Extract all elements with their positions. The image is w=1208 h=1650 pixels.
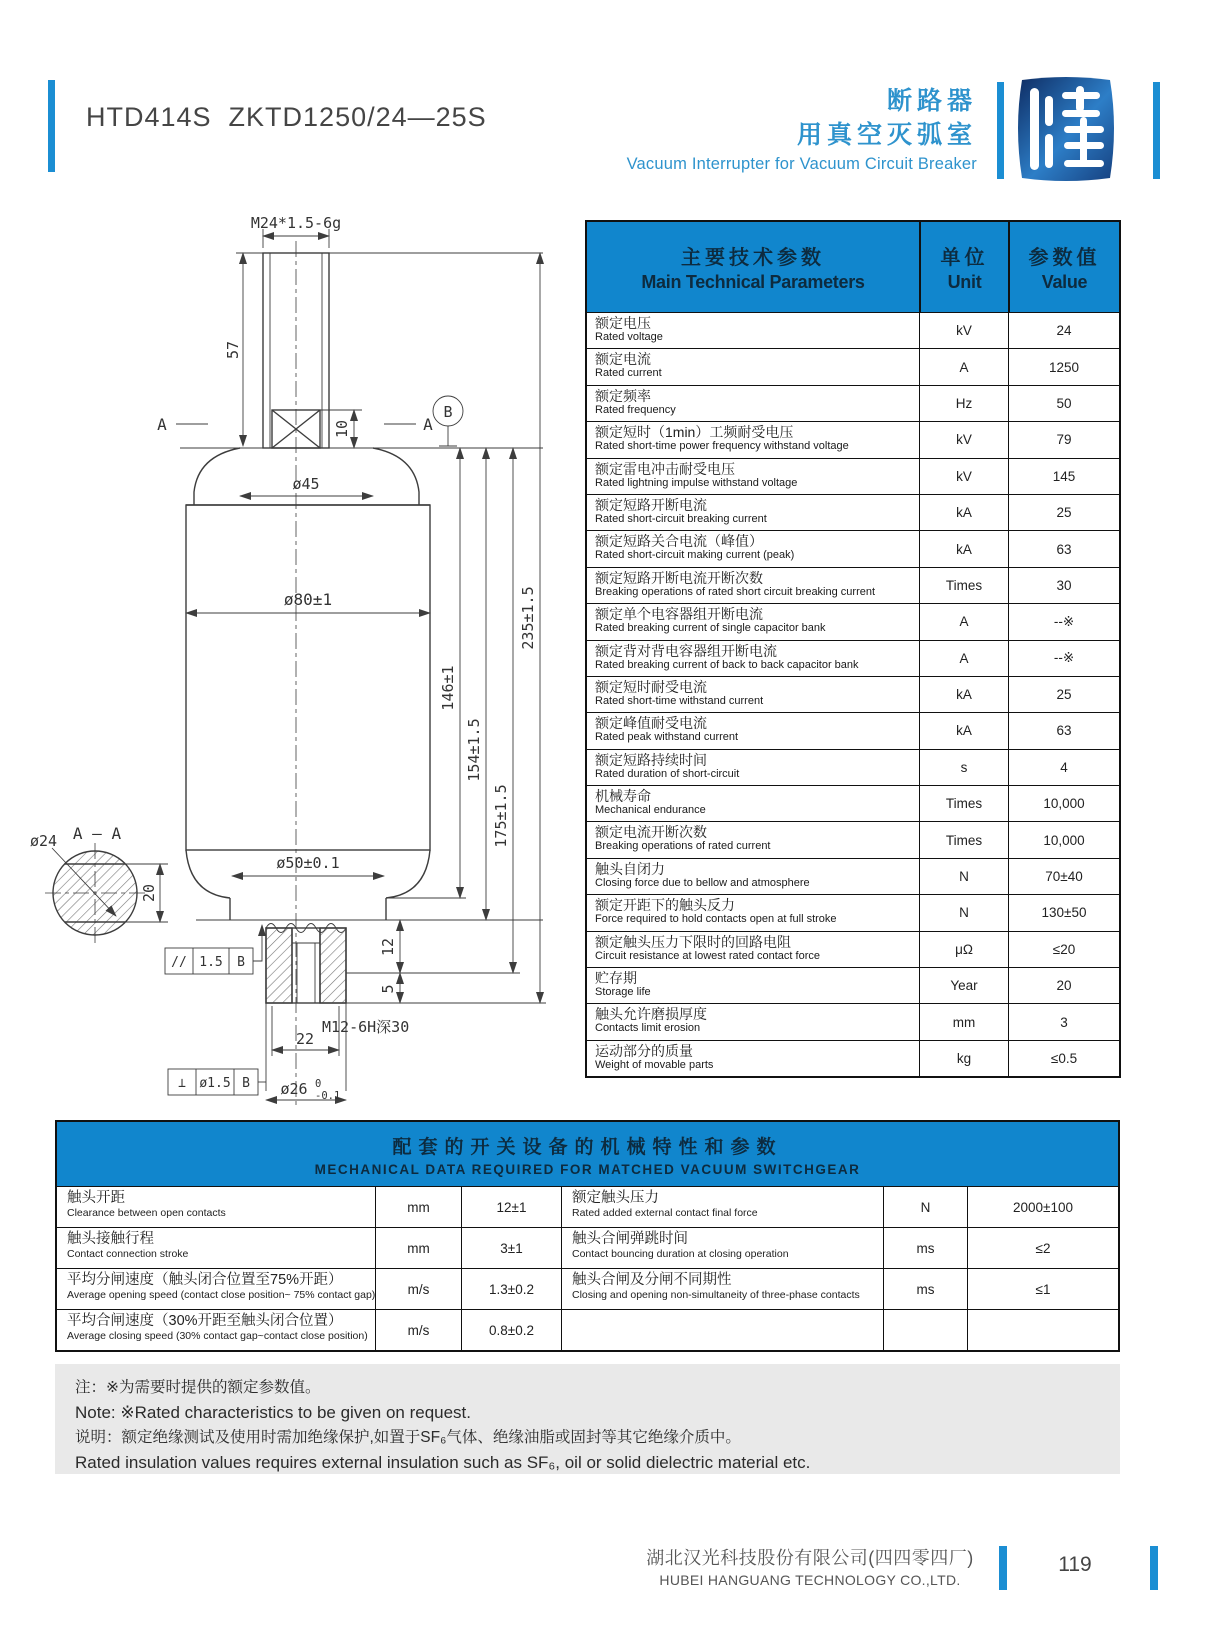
dim-label-thread-bottom: M12-6H深30 [322, 1018, 410, 1036]
unit-cell: A [919, 641, 1008, 676]
company-name-zh: 湖北汉光科技股份有限公司(四四零四厂) [646, 1548, 974, 1568]
param-label-en: Rated frequency [595, 403, 676, 416]
unit-cell: kA [919, 677, 1008, 712]
param-cell [587, 859, 919, 894]
param-label-zh: 机械寿命 [595, 788, 651, 805]
param-label-en: Contact bouncing duration at closing operation [572, 1248, 789, 1260]
param-label-en: Contacts limit erosion [595, 1022, 701, 1035]
value-cell: ≤1 [967, 1269, 1118, 1309]
param-label-zh: 贮存期 [595, 970, 637, 987]
value-cell: 63 [1008, 713, 1119, 748]
value-cell: ≤20 [1008, 932, 1119, 967]
param-label-en: Rated duration of short-circuit [595, 767, 740, 780]
param-label-en: Closing force due to bellow and atmosphere [595, 876, 810, 889]
unit-cell: kA [919, 531, 1008, 566]
value-cell: 30 [1008, 568, 1119, 603]
dim-label-dia26-tol-upper: 0 [315, 1078, 322, 1090]
param-label-zh: 触头允许磨损厚度 [595, 1006, 707, 1023]
main-table-header [587, 222, 1119, 312]
header-value-en: Value [1041, 272, 1088, 292]
param-cell [587, 531, 919, 566]
note-zh: 注：※为需要时提供的额定参数值。 [75, 1379, 321, 1396]
param-label-zh: 额定短路关合电流（峰值） [595, 533, 763, 550]
unit-cell: kV [919, 313, 1008, 348]
value-cell: --※ [1008, 641, 1119, 676]
param-cell [587, 822, 919, 857]
param-cell [587, 459, 919, 494]
value-cell: 25 [1008, 677, 1119, 712]
value-cell [967, 1310, 1118, 1350]
dim-label-12: 12 [379, 937, 397, 957]
table-row [587, 530, 1119, 566]
unit-cell: mm [375, 1187, 461, 1227]
dim-label-22: 22 [295, 1030, 315, 1048]
param-label-en: Mechanical endurance [595, 804, 706, 817]
header-param-en: Main Technical Parameters [641, 272, 865, 292]
header-right-accent-bar [1153, 82, 1160, 179]
unit-cell: kg [919, 1041, 1008, 1076]
main-parameters-table [585, 220, 1121, 1078]
mech-table-body [57, 1186, 1118, 1350]
company-name-en: HUBEI HANGUANG TECHNOLOGY CO.,LTD. [659, 1572, 961, 1588]
param-cell [587, 386, 919, 421]
table-row [587, 458, 1119, 494]
header-cell-parameters [587, 222, 919, 312]
header-cell-unit [919, 222, 1008, 312]
table-row [587, 385, 1119, 421]
param-label-zh: 平均分闸速度（触头闭合位置至75%开距） [67, 1272, 343, 1288]
param-cell [587, 750, 919, 785]
table-row [57, 1227, 1118, 1268]
value-cell: 3 [1008, 1004, 1119, 1039]
dim-label-20: 20 [140, 883, 158, 903]
unit-cell: m/s [375, 1269, 461, 1309]
unit-cell: ms [883, 1269, 967, 1309]
value-cell: --※ [1008, 604, 1119, 639]
dim-label-dia26-tol-lower: -0.1 [315, 1090, 341, 1102]
param-label-en: Rated added external contact final force [572, 1207, 758, 1219]
param-cell [587, 1041, 919, 1076]
param-cell [587, 968, 919, 1003]
param-label-zh: 额定频率 [595, 387, 651, 404]
datum-b-label: B [443, 403, 453, 421]
param-label-zh: 额定单个电容器组开断电流 [595, 606, 763, 623]
unit-cell: Times [919, 822, 1008, 857]
param-cell [587, 1004, 919, 1039]
section-marker-a-left: A [157, 415, 167, 434]
table-row [587, 712, 1119, 748]
description-en: Rated insulation values requires external insulation such as SF₆, oil or solid dielectric material etc. [75, 1453, 811, 1472]
unit-cell: N [919, 859, 1008, 894]
section-marker-a-right: A [423, 415, 433, 434]
value-cell: 10,000 [1008, 822, 1119, 857]
param-label-en: Rated voltage [595, 331, 663, 343]
param-label-en: Rated breaking current of single capacitor bank [595, 622, 826, 635]
table-row [587, 749, 1119, 785]
unit-cell: A [919, 349, 1008, 384]
value-cell: 1.3±0.2 [461, 1269, 561, 1309]
brand-line2: 用真空灭弧室 [796, 121, 977, 149]
param-label-en: Rated lightning impulse withstand voltage [595, 476, 798, 489]
unit-cell: Times [919, 786, 1008, 821]
table-row [587, 1003, 1119, 1039]
perpendicularity-symbol: ⊥ [178, 1076, 186, 1091]
unit-cell: A [919, 604, 1008, 639]
table-row [57, 1309, 1118, 1350]
param-cell [587, 568, 919, 603]
param-label-zh: 触头合闸弹跳时间 [572, 1231, 688, 1247]
param-cell [57, 1228, 375, 1268]
parallelism-symbol: // [171, 955, 187, 970]
unit-cell: Times [919, 568, 1008, 603]
page-title: HTD414S ZKTD1250/24—25S [86, 102, 487, 132]
mech-table-header [57, 1122, 1118, 1186]
param-label-zh: 额定电流开断次数 [595, 824, 707, 841]
param-label-en: Rated short-time power frequency withstand voltage [595, 440, 849, 453]
param-label-zh: 触头合闸及分闸不同期性 [572, 1272, 732, 1288]
param-label-zh: 额定雷电冲击耐受电压 [595, 460, 735, 477]
param-label-zh: 额定触头压力下限时的回路电阻 [595, 933, 791, 950]
unit-cell: Year [919, 968, 1008, 1003]
param-cell [57, 1187, 375, 1227]
param-cell [587, 713, 919, 748]
value-cell: 10,000 [1008, 786, 1119, 821]
param-label-en: Rated short-circuit making current (peak) [595, 549, 795, 562]
table-row [587, 858, 1119, 894]
param-label-en: Rated short-circuit breaking current [595, 512, 767, 525]
dim-label-10: 10 [333, 419, 351, 439]
param-label-en: Contact connection stroke [67, 1248, 189, 1260]
mech-title-zh: 配套的开关设备的机械特性和参数 [392, 1136, 783, 1158]
unit-cell: s [919, 750, 1008, 785]
param-cell [561, 1310, 883, 1350]
header-unit-zh: 单位 [940, 247, 989, 269]
description-zh: 说明：额定绝缘测试及使用时需加绝缘保护,如置于SF₆气体、绝缘油脂或固封等其它绝缘介质中。 [75, 1429, 741, 1446]
parallelism-datum: B [237, 955, 245, 970]
param-cell [587, 641, 919, 676]
param-label-en: Circuit resistance at lowest rated contact force [595, 949, 820, 962]
param-label-en: Average opening speed (contact close position~ 75% contact gap) [67, 1289, 375, 1301]
header-value-zh: 参数值 [1028, 247, 1101, 269]
value-cell: 2000±100 [967, 1187, 1118, 1227]
value-cell: ≤0.5 [1008, 1041, 1119, 1076]
param-label-en: Closing and opening non-simultaneity of three-phase contacts [572, 1289, 860, 1301]
param-label-en: Rated peak withstand current [595, 731, 739, 744]
value-cell: ≤2 [967, 1228, 1118, 1268]
dim-label-dia24: ø24 [30, 832, 58, 850]
dim-label-235: 235±1.5 [519, 586, 537, 650]
value-cell: 50 [1008, 386, 1119, 421]
table-row [587, 494, 1119, 530]
param-label-zh: 触头自闭力 [595, 860, 665, 877]
brand-block [600, 84, 977, 174]
note-en: Note: ※Rated characteristics to be given on request. [75, 1403, 472, 1422]
value-cell: 79 [1008, 422, 1119, 457]
param-cell [587, 313, 919, 348]
param-cell [587, 495, 919, 530]
param-label-zh: 额定开距下的触头反力 [595, 897, 735, 914]
table-row [587, 1040, 1119, 1076]
header-unit-en: Unit [947, 272, 982, 292]
value-cell: 20 [1008, 968, 1119, 1003]
unit-cell: mm [919, 1004, 1008, 1039]
value-cell: 24 [1008, 313, 1119, 348]
unit-cell: kV [919, 422, 1008, 457]
header-left-accent-bar [48, 80, 55, 172]
param-label-en: Force required to hold contacts open at full stroke [595, 913, 837, 926]
table-row [587, 821, 1119, 857]
param-cell [587, 932, 919, 967]
param-cell [57, 1269, 375, 1309]
table-row [587, 785, 1119, 821]
dim-label-57: 57 [224, 340, 242, 360]
unit-cell: ms [883, 1228, 967, 1268]
param-label-en: Rated current [595, 367, 662, 380]
perpendicularity-value: ø1.5 [199, 1076, 231, 1091]
param-label-zh: 额定短时耐受电流 [595, 678, 707, 695]
param-label-zh: 运动部分的质量 [595, 1042, 693, 1059]
value-cell: 63 [1008, 531, 1119, 566]
mech-title-en: MECHANICAL DATA REQUIRED FOR MATCHED VACUUM SWITCHGEAR [314, 1161, 861, 1177]
param-label-zh: 额定电流 [595, 351, 651, 368]
table-row [587, 640, 1119, 676]
unit-cell: m/s [375, 1310, 461, 1350]
unit-cell: kV [919, 459, 1008, 494]
notes-block [55, 1364, 1120, 1474]
param-label-zh: 触头开距 [67, 1190, 125, 1206]
param-cell [587, 677, 919, 712]
value-cell: 1250 [1008, 349, 1119, 384]
param-cell [587, 349, 919, 384]
param-cell [587, 895, 919, 930]
dim-label-154: 154±1.5 [465, 718, 483, 782]
technical-drawing [25, 198, 555, 1113]
table-row [587, 967, 1119, 1003]
value-cell: 0.8±0.2 [461, 1310, 561, 1350]
param-cell [561, 1269, 883, 1309]
unit-cell: N [919, 895, 1008, 930]
value-cell: 12±1 [461, 1187, 561, 1227]
dim-label-175: 175±1.5 [492, 784, 510, 848]
unit-cell: μΩ [919, 932, 1008, 967]
param-label-en: Rated short-time withstand current [595, 694, 764, 707]
parallelism-value: 1.5 [199, 955, 223, 970]
param-label-en: Breaking operations of rated current [595, 840, 771, 853]
main-table-body [587, 312, 1119, 1076]
table-row [587, 676, 1119, 712]
param-label-zh: 触头接触行程 [67, 1231, 154, 1247]
param-label-en: Average closing speed (30% contact gap~contact close position) [67, 1330, 368, 1342]
unit-cell: N [883, 1187, 967, 1227]
table-row [587, 567, 1119, 603]
value-cell: 25 [1008, 495, 1119, 530]
value-cell: 4 [1008, 750, 1119, 785]
value-cell: 70±40 [1008, 859, 1119, 894]
brand-line1: 断路器 [886, 87, 977, 115]
header-cell-value [1008, 222, 1119, 312]
header-param-zh: 主要技术参数 [681, 247, 825, 269]
param-label-zh: 额定短路开断电流 [595, 496, 707, 513]
table-row [587, 421, 1119, 457]
perpendicularity-datum: B [242, 1076, 250, 1091]
unit-cell [883, 1310, 967, 1350]
param-label-zh: 额定峰值耐受电流 [595, 715, 707, 732]
param-label-en: Clearance between open contacts [67, 1207, 226, 1219]
value-cell: 130±50 [1008, 895, 1119, 930]
param-cell [561, 1187, 883, 1227]
param-label-en: Storage life [595, 986, 651, 999]
param-label-zh: 额定短路持续时间 [595, 751, 707, 768]
section-title-aa: A — A [72, 824, 122, 843]
param-label-en: Rated breaking current of back to back capacitor bank [595, 658, 859, 671]
dim-label-5: 5 [379, 984, 397, 994]
param-label-en: Breaking operations of rated short circuit breaking current [595, 585, 876, 598]
unit-cell: kA [919, 495, 1008, 530]
page-number: 119 [1058, 1553, 1092, 1576]
brand-subtitle: Vacuum Interrupter for Vacuum Circuit Breaker [626, 155, 977, 173]
table-row [57, 1186, 1118, 1227]
brand-divider-bar [997, 82, 1004, 179]
table-row [587, 931, 1119, 967]
dim-label-146: 146±1 [439, 665, 457, 711]
param-cell [587, 422, 919, 457]
param-cell [561, 1228, 883, 1268]
dim-label-dia80: ø80±1 [283, 590, 333, 609]
dim-label-thread-top: M24*1.5-6g [250, 214, 342, 232]
param-label-zh: 平均合闸速度（30%开距至触头闭合位置） [67, 1313, 343, 1329]
value-cell: 3±1 [461, 1228, 561, 1268]
table-row [587, 894, 1119, 930]
param-label-zh: 额定背对背电容器组开断电流 [595, 642, 777, 659]
footer-accent-bar-right [1150, 1546, 1158, 1590]
dim-label-dia50: ø50±0.1 [276, 854, 340, 872]
param-label-zh: 额定短时（1min）工频耐受电压 [595, 424, 794, 441]
table-row [587, 348, 1119, 384]
param-label-zh: 额定短路开断电流开断次数 [595, 569, 763, 586]
unit-cell: mm [375, 1228, 461, 1268]
param-cell [57, 1310, 375, 1350]
table-row [57, 1268, 1118, 1309]
footer-company [640, 1544, 980, 1588]
dim-label-dia26: ø26 [280, 1080, 308, 1098]
table-row [587, 312, 1119, 348]
param-label-zh: 额定电压 [595, 315, 651, 331]
unit-cell: Hz [919, 386, 1008, 421]
footer-accent-bar-left [999, 1546, 1007, 1590]
company-seal-logo [1014, 76, 1118, 182]
param-cell [587, 786, 919, 821]
value-cell: 145 [1008, 459, 1119, 494]
param-label-zh: 额定触头压力 [572, 1190, 659, 1206]
unit-cell: kA [919, 713, 1008, 748]
table-row [587, 603, 1119, 639]
dim-label-dia45: ø45 [292, 475, 320, 493]
param-label-en: Weight of movable parts [595, 1058, 714, 1071]
mechanical-data-table [55, 1120, 1120, 1352]
param-cell [587, 604, 919, 639]
